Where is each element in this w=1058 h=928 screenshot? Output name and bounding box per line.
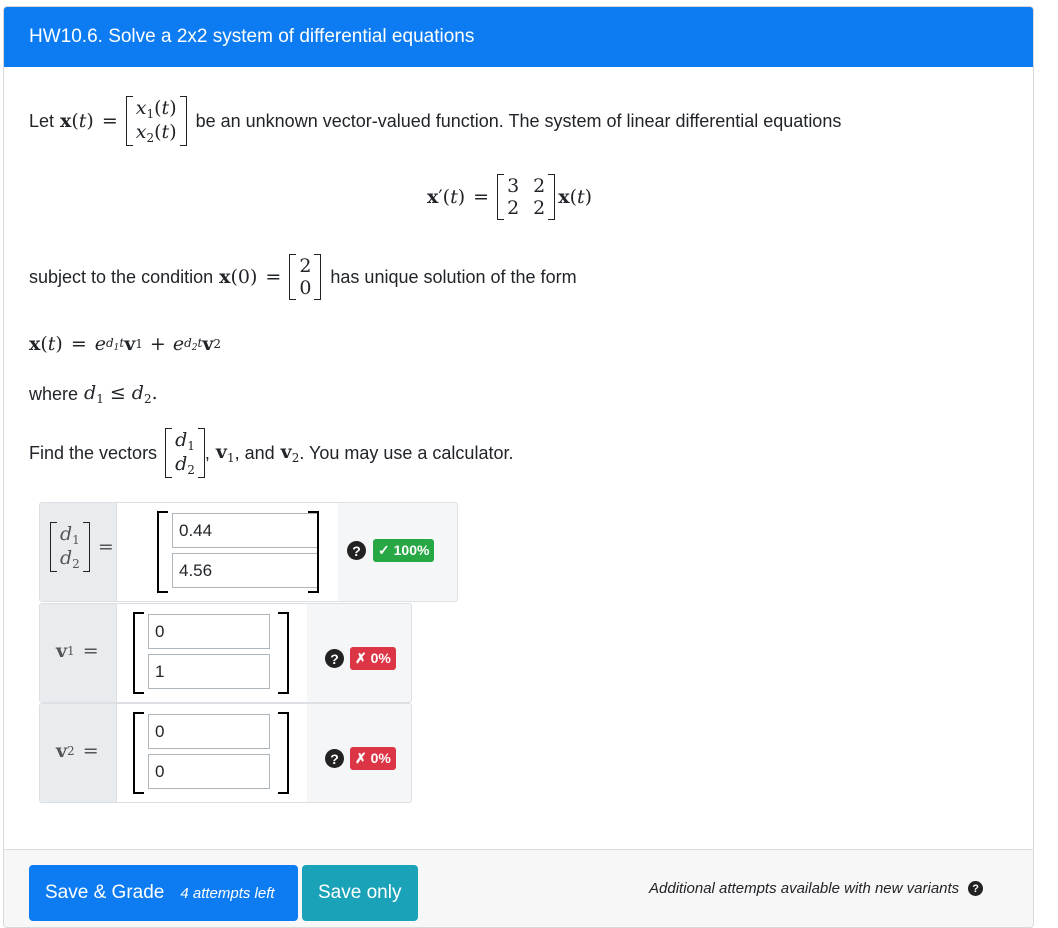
let-text: Let: [29, 110, 55, 131]
d2-input[interactable]: [172, 553, 319, 588]
score-badge-d: ✓ 100%: [373, 539, 434, 562]
card-footer: [4, 849, 1033, 928]
let-line: [29, 91, 841, 151]
v2-first-input[interactable]: [148, 714, 270, 749]
answer-row-v1: [39, 603, 412, 703]
answer-row-v2: [39, 703, 412, 803]
ode-system: x′(t) = 3 2 2 2 x(t): [427, 175, 593, 219]
where-line: where $d_1 \le d_2$.: [29, 382, 158, 406]
help-icon[interactable]: ?: [325, 649, 344, 668]
additional-attempts-note: [649, 880, 983, 897]
system-matrix: 3 2 2 2: [497, 174, 555, 220]
answer-label-v2: v 2 =: [40, 704, 117, 802]
d-vector-symbol: $d_1$ $d_2$: [165, 428, 205, 478]
save-only-label: Save only: [318, 882, 402, 903]
help-icon[interactable]: ?: [347, 541, 366, 560]
v2-second-input[interactable]: [148, 754, 270, 789]
help-icon[interactable]: ?: [968, 881, 983, 896]
answer-label-d: $d_1$ $d_2$ =: [40, 503, 117, 601]
v1-second-input[interactable]: [148, 654, 270, 689]
additional-attempts-text: Additional attempts available with new variants: [649, 880, 960, 897]
solution-form: x ( t ) = e $d_1t$ v 1 + e $d_2t$ v 2: [29, 333, 222, 355]
subject-text: subject to the condition: [29, 266, 214, 287]
d1-input[interactable]: [172, 513, 319, 548]
equals-sign: =: [101, 110, 118, 132]
find-line: Find the vectors $d_1$ $d_2$ , $v_1$ , and $v_2$ . You may use a calculator.: [29, 429, 514, 477]
score-badge-v1: ✗ 0%: [350, 647, 396, 670]
score-badge-v2: ✗ 0%: [350, 747, 396, 770]
answer-label-v1: v 1 =: [40, 604, 117, 702]
question-card: [3, 6, 1034, 928]
answer-row-d: [39, 502, 458, 602]
question-title: HW10.6. Solve a 2x2 system of differential equations: [4, 7, 1033, 67]
attempts-left: 4 attempts left: [180, 884, 275, 902]
initial-condition-line: subject to the condition x(0) = 2 0 has unique solution of the form: [29, 255, 577, 299]
help-icon[interactable]: ?: [325, 749, 344, 768]
unknown-text: be an unknown vector-valued function. The system of linear differential equations: [195, 110, 842, 131]
x-vector-definition: $x_1(t)$ $x_2(t)$: [126, 96, 187, 146]
v1-first-input[interactable]: [148, 614, 270, 649]
x-of-t: x(t): [60, 110, 94, 132]
save-only-button[interactable]: [302, 865, 418, 921]
unique-text: has unique solution of the form: [330, 266, 577, 287]
save-and-grade-button[interactable]: [29, 865, 298, 921]
save-and-grade-label: Save & Grade: [45, 882, 165, 903]
initial-vector: 2 0: [289, 254, 321, 300]
